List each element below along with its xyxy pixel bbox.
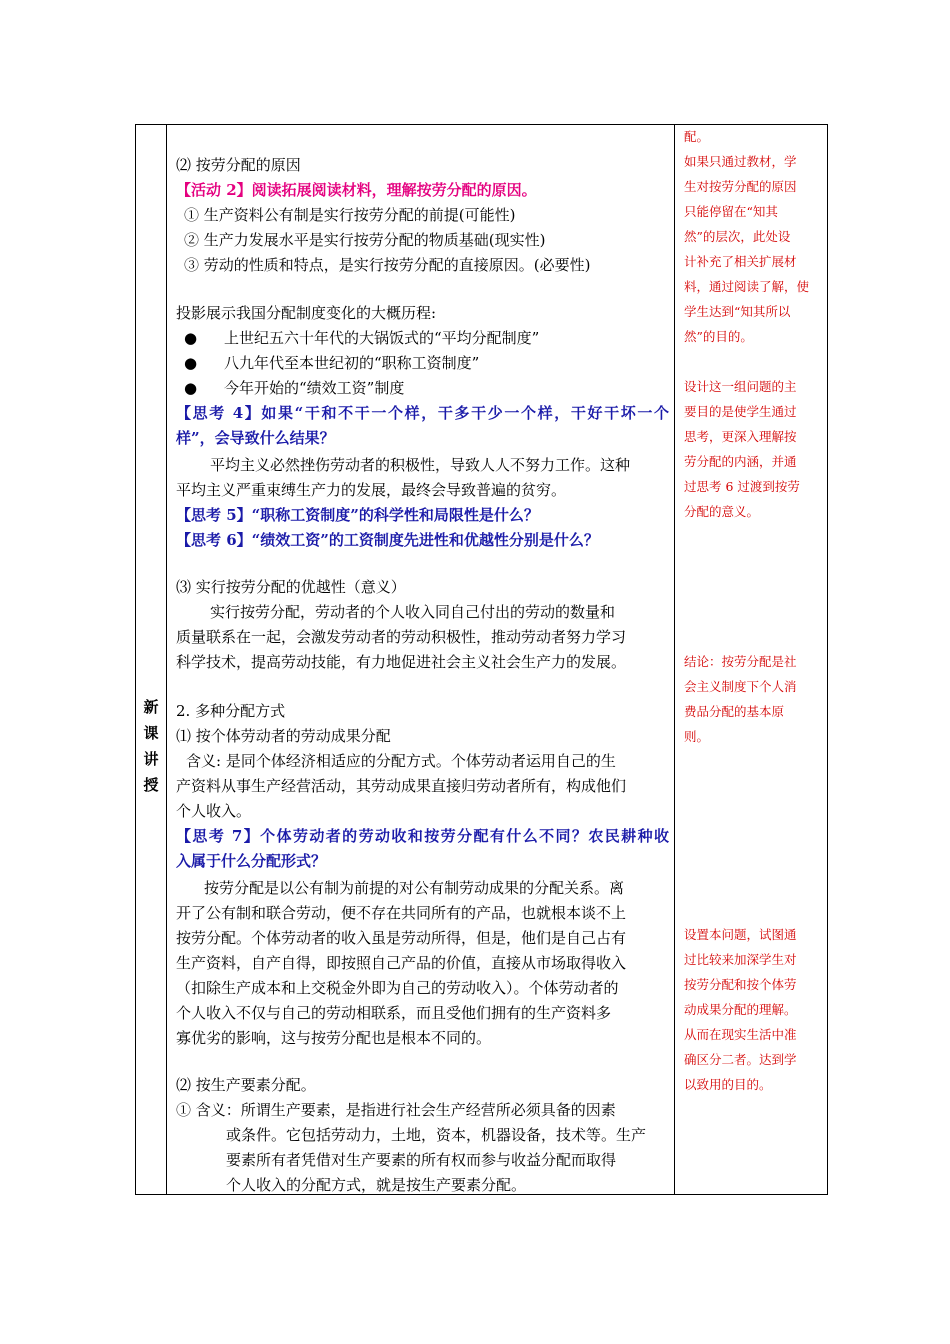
history-bullet: ● bbox=[184, 354, 198, 372]
note-line: 生对按劳分配的原因 bbox=[684, 179, 797, 194]
definition-factor: 要素所有者凭借对生产要素的所有权而参与收益分配而取得 bbox=[226, 1151, 617, 1169]
think-4: 【思考 4】如果“干和不干一个样，干多干少一个样，干好干坏一个 bbox=[176, 404, 669, 422]
note-line: 动成果分配的理解。 bbox=[684, 1002, 797, 1017]
history-bullet: ● bbox=[184, 379, 198, 397]
note-line: 以致用的目的。 bbox=[684, 1077, 772, 1092]
note-line: 然”的层次，此处设 bbox=[684, 229, 791, 244]
answer-4: 平均主义严重束缚生产力的发展，最终会导致普遍的贫穷。 bbox=[176, 481, 567, 499]
definition-individual: 产资料从事生产经营活动，其劳动成果直接归劳动者所有，构成他们 bbox=[176, 777, 627, 795]
paragraph-comparison: 按劳分配是以公有制为前提的对公有制劳动成果的分配关系。离 bbox=[204, 879, 625, 897]
note-line: 费品分配的基本原 bbox=[684, 704, 785, 719]
note-line: 料，通过阅读了解，使 bbox=[684, 279, 810, 294]
history-item: 八九年代至本世纪初的“职称工资制度” bbox=[224, 354, 480, 372]
definition-factor: 或条件。它包括劳动力，土地，资本，机器设备，技术等。生产 bbox=[226, 1126, 647, 1144]
note-line: 要目的是使学生通过 bbox=[684, 404, 797, 419]
history-item: 今年开始的“绩效工资”制度 bbox=[224, 379, 405, 397]
note-line: 过思考 6 过渡到按劳 bbox=[684, 479, 800, 494]
paragraph-comparison: 按劳分配。个体劳动者的收入虽是劳动所得，但是，他们是自己占有 bbox=[176, 929, 627, 947]
note-line: 从而在现实生活中准 bbox=[684, 1027, 797, 1042]
think-4: 样”，会导致什么结果？ bbox=[176, 429, 335, 447]
definition-individual: 含义: 是同个体经济相适应的分配方式。个体劳动者运用自己的生 bbox=[186, 752, 616, 770]
projection-title: 投影展示我国分配制度变化的大概历程: bbox=[176, 304, 437, 322]
note-line: 只能停留在“知其 bbox=[684, 204, 778, 219]
paragraph-comparison: 个人收入不仅与自己的劳动相联系，而且受他们拥有的生产资料多 bbox=[176, 1004, 612, 1022]
note-line: 如果只通过教材，学 bbox=[684, 154, 797, 169]
note-line: 计补充了相关扩展材 bbox=[684, 254, 797, 269]
reason-item: ③ 劳动的性质和特点，是实行按劳分配的直接原因。(必要性) bbox=[184, 256, 591, 274]
heading-multiple-distribution: 2. 多种分配方式 bbox=[176, 702, 286, 720]
reason-item: ① 生产资料公有制是实行按劳分配的前提(可能性) bbox=[184, 206, 516, 224]
heading-superiority: ⑶ 实行按劳分配的优越性（意义） bbox=[176, 578, 406, 596]
reason-item: ② 生产力发展水平是实行按劳分配的物质基础(现实性) bbox=[184, 231, 546, 249]
note-line: 配。 bbox=[684, 129, 710, 144]
note-line: 结论：按劳分配是社 bbox=[684, 654, 797, 669]
definition-factor: 个人收入的分配方式，就是按生产要素分配。 bbox=[226, 1176, 527, 1194]
paragraph-superiority: 实行按劳分配，劳动者的个人收入同自己付出的劳动的数量和 bbox=[210, 603, 616, 621]
paragraph-comparison: 生产资料，自产自得，即按照自己产品的价值，直接从市场取得收入 bbox=[176, 954, 627, 972]
paragraph-comparison: 寡优劣的影响，这与按劳分配也是根本不同的。 bbox=[176, 1029, 492, 1047]
paragraph-superiority: 质量联系在一起，会激发劳动者的劳动积极性，推动劳动者努力学习 bbox=[176, 628, 627, 646]
paragraph-comparison: 开了公有制和联合劳动，便不存在共同所有的产品，也就根本谈不上 bbox=[176, 904, 627, 922]
note-line: 会主义制度下个人消 bbox=[684, 679, 797, 694]
note-line: 分配的意义。 bbox=[684, 504, 760, 519]
section-label: 新 课 讲 授 bbox=[143, 698, 159, 794]
paragraph-superiority: 科学技术，提高劳动技能，有力地促进社会主义社会生产力的发展。 bbox=[176, 653, 627, 671]
note-line: 设置本问题，试图通 bbox=[684, 927, 797, 942]
think-7: 【思考 7】个体劳动者的劳动收和按劳分配有什么不同？农民耕种收 bbox=[176, 827, 669, 845]
definition-individual: 个人收入。 bbox=[176, 802, 252, 820]
note-line: 按劳分配和按个体劳 bbox=[684, 977, 797, 992]
history-item: 上世纪五六十年代的大锅饭式的“平均分配制度” bbox=[224, 329, 540, 347]
note-line: 设计这一组问题的主 bbox=[684, 379, 797, 394]
lesson-table bbox=[135, 124, 828, 1195]
paragraph-comparison: （扣除生产成本和上交税金外即为自己的劳动收入）。个体劳动者的 bbox=[176, 979, 619, 997]
note-line: 确区分二者。达到学 bbox=[684, 1052, 797, 1067]
definition-factor: ① 含义：所谓生产要素，是指进行社会生产经营所必须具备的因素 bbox=[176, 1101, 616, 1119]
column-divider bbox=[674, 125, 675, 1194]
think-5: 【思考 5】“职称工资制度”的科学性和局限性是什么？ bbox=[176, 506, 539, 524]
think-7: 入属于什么分配形式？ bbox=[176, 852, 327, 870]
heading-individual-distribution: ⑴ 按个体劳动者的劳动成果分配 bbox=[176, 727, 391, 745]
note-line: 学生达到“知其所以 bbox=[684, 304, 791, 319]
note-line: 思考，更深入理解按 bbox=[684, 429, 797, 444]
answer-4: 平均主义必然挫伤劳动者的积极性，导致人人不努力工作。这种 bbox=[210, 456, 631, 474]
heading-reasons: ⑵ 按劳分配的原因 bbox=[176, 156, 301, 174]
heading-factor-distribution: ⑵ 按生产要素分配。 bbox=[176, 1076, 316, 1094]
note-line: 则。 bbox=[684, 729, 710, 744]
column-divider bbox=[166, 125, 167, 1194]
activity-2: 【活动 2】阅读拓展阅读材料，理解按劳分配的原因。 bbox=[176, 181, 537, 199]
history-bullet: ● bbox=[184, 329, 198, 347]
note-line: 过比较来加深学生对 bbox=[684, 952, 797, 967]
note-line: 然”的目的。 bbox=[684, 329, 753, 344]
think-6: 【思考 6】“绩效工资”的工资制度先进性和优越性分别是什么？ bbox=[176, 531, 599, 549]
note-line: 劳分配的内涵，并通 bbox=[684, 454, 797, 469]
